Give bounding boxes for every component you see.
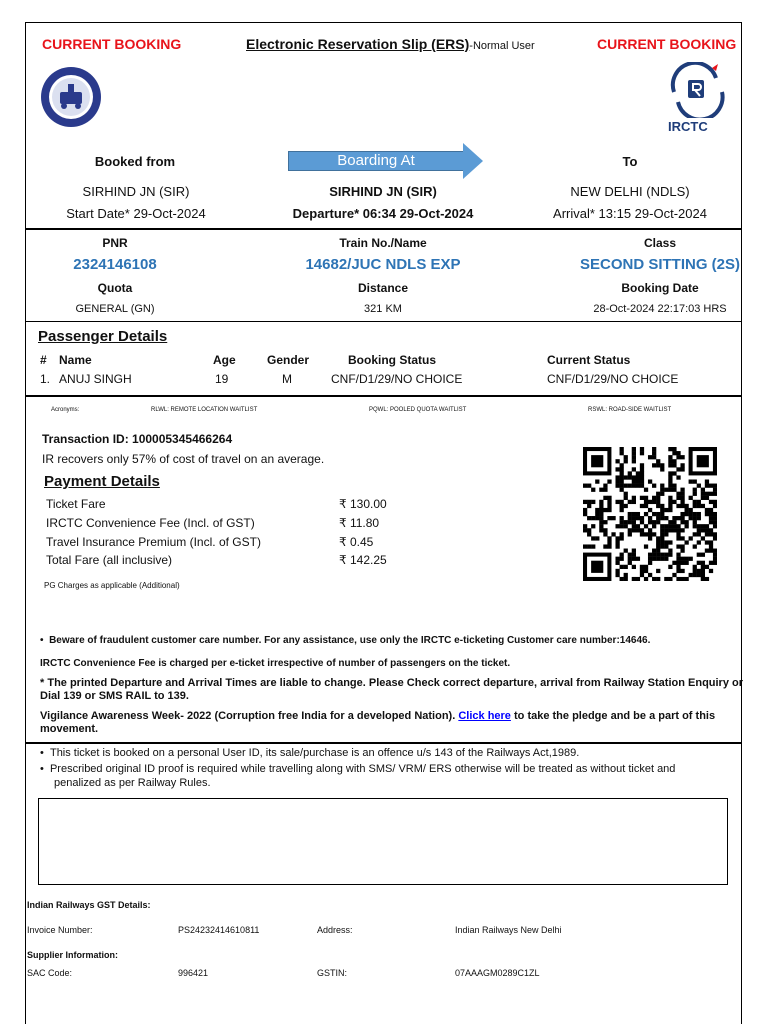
times-notice-line2: Dial 139 or SMS RAIL to 139.: [40, 690, 189, 702]
ers-title: Electronic Reservation Slip (ERS): [246, 36, 470, 52]
transaction-id: Transaction ID: 100005345466264: [42, 432, 233, 446]
booking-date-value: 28-Oct-2024 22:17:03 HRS: [593, 303, 727, 315]
passenger-name: ANUJ SINGH: [59, 372, 132, 386]
divider-notices: [25, 742, 742, 744]
passenger-header-booking-status: Booking Status: [348, 353, 437, 367]
divider-passengers: [25, 395, 742, 397]
boarding-station: SIRHIND JN (SIR): [329, 184, 437, 199]
train-value: 14682/JUC NDLS EXP: [305, 256, 461, 273]
bullet-personal-id: • This ticket is booked on a personal User ID, its sale/purchase is an offence u/s 143 of the Railways Act,1989.: [40, 747, 580, 759]
bullet-id-proof-line2: penalized as per Railway Rules.: [54, 777, 211, 789]
to-station: NEW DELHI (NDLS): [570, 184, 690, 199]
empty-box: [38, 798, 728, 885]
to-label: To: [622, 154, 638, 169]
gstin-label: GSTIN:: [317, 968, 348, 978]
boarding-at-label: Boarding At: [337, 152, 415, 169]
passenger-age: 19: [215, 372, 229, 386]
irctc-logo-text: IRCTC: [668, 119, 708, 134]
sac-value: 996421: [178, 968, 209, 978]
passenger-num: 1.: [40, 372, 51, 386]
passenger-details-title: Passenger Details: [38, 328, 168, 345]
sac-label: SAC Code:: [27, 968, 73, 978]
invoice-value: PS24232414610811: [178, 925, 260, 935]
fare-value-insurance: ₹ 0.45: [339, 535, 374, 549]
divider-journey: [25, 228, 742, 230]
acronym-rswl: RSWL: ROAD-SIDE WAITLIST: [588, 407, 672, 413]
bullet-personal-id-text: This ticket is booked on a personal User ID, its sale/purchase is an offence u/s 143 of the Railways Act,1989.: [49, 747, 580, 759]
fare-label-convenience: IRCTC Convenience Fee (Incl. of GST): [46, 516, 255, 530]
pledge-link[interactable]: Click here: [458, 710, 511, 722]
quota-value: GENERAL (GN): [75, 303, 155, 315]
recovery-note: IR recovers only 57% of cost of travel on an average.: [42, 452, 325, 466]
vigilance-text: Vigilance Awareness Week- 2022 (Corruption free India for a developed Nation).: [40, 710, 456, 722]
pnr-value: 2324146108: [73, 256, 157, 273]
train-label: Train No./Name: [339, 236, 427, 250]
passenger-header-num: #: [40, 353, 47, 367]
passenger-header-name: Name: [59, 353, 92, 367]
current-booking-tag-right: CURRENT BOOKING: [597, 36, 737, 52]
bullet-id-proof-text: Prescribed original ID proof is required while travelling along with SMS/ VRM/ ERS otherwise will be treated as without ticket and: [49, 763, 676, 775]
fare-value-total: ₹ 142.25: [339, 553, 387, 567]
passenger-header-age: Age: [213, 353, 236, 367]
convenience-notice: IRCTC Convenience Fee is charged per e-ticket irrespective of number of passengers on the ticket.: [40, 658, 511, 669]
ers-title-suffix: -Normal User: [469, 40, 535, 52]
address-label: Address:: [317, 925, 353, 935]
current-booking-tag-left: CURRENT BOOKING: [42, 36, 182, 52]
passenger-current-status: CNF/D1/29/NO CHOICE: [547, 372, 679, 386]
fare-label-total: Total Fare (all inclusive): [46, 553, 173, 567]
departure-time: Departure* 06:34 29-Oct-2024: [292, 206, 474, 221]
supplier-title: Supplier Information:: [27, 950, 118, 960]
fare-value-ticket: ₹ 130.00: [339, 497, 387, 511]
address-value: Indian Railways New Delhi: [455, 925, 562, 935]
class-value: SECOND SITTING (2S): [579, 256, 740, 273]
from-station: SIRHIND JN (SIR): [82, 184, 190, 199]
pg-charges-note: PG Charges as applicable (Additional): [44, 581, 180, 590]
gst-title: Indian Railways GST Details:: [27, 900, 151, 910]
quota-label: Quota: [97, 281, 133, 295]
irctc-logo-icon: [664, 62, 728, 118]
fare-label-ticket: Ticket Fare: [46, 497, 106, 511]
boarding-arrow-head: [463, 143, 483, 179]
passenger-header-gender: Gender: [267, 353, 310, 367]
vigilance-notice-line2: movement.: [40, 723, 99, 735]
vigilance-text-post: to take the pledge and be a part of this: [514, 710, 716, 722]
distance-label: Distance: [357, 281, 409, 295]
passenger-booking-status: CNF/D1/29/NO CHOICE: [331, 372, 463, 386]
start-date: Start Date* 29-Oct-2024: [66, 206, 206, 221]
divider-ticket: [25, 321, 742, 322]
passenger-gender: M: [282, 372, 292, 386]
arrival-time: Arrival* 13:15 29-Oct-2024: [553, 206, 707, 221]
payment-details-title: Payment Details: [44, 473, 160, 490]
pnr-label: PNR: [102, 236, 128, 250]
invoice-label: Invoice Number:: [27, 925, 93, 935]
booking-date-label: Booking Date: [621, 281, 699, 295]
acronyms-label: Acronyms:: [51, 407, 80, 413]
class-label: Class: [643, 236, 677, 250]
bullet-id-proof: • Prescribed original ID proof is required while travelling along with SMS/ VRM/ ERS otherwise will be treated as without ticket and: [40, 763, 676, 775]
acronym-pqwl: PQWL: POOLED QUOTA WAITLIST: [369, 407, 467, 413]
passenger-header-current-status: Current Status: [547, 353, 631, 367]
acronym-rlwl: RLWL: REMOTE LOCATION WAITLIST: [151, 407, 258, 413]
gstin-value: 07AAAGM0289C1ZL: [455, 968, 540, 978]
booked-from-label: Booked from: [94, 154, 176, 169]
fare-value-convenience: ₹ 11.80: [339, 516, 380, 530]
fraud-notice-text: Beware of fraudulent customer care number. For any assistance, use only the IRCTC e-ticketing Customer care number:14646.: [49, 635, 651, 646]
times-notice-line1: * The printed Departure and Arrival Times are liable to change. Please Check correct departure, arrival from Railway Station Enquiry or: [40, 677, 744, 689]
vigilance-notice: [40, 710, 715, 722]
qr-code-icon: [583, 447, 717, 581]
times-notice-text: The printed Departure and Arrival Times are liable to change. Please Check correct departure, arrival from Railway Station Enquiry or: [47, 677, 744, 689]
fare-label-insurance: Travel Insurance Premium (Incl. of GST): [46, 535, 261, 549]
indian-railways-logo-icon: [40, 66, 102, 128]
ers-title-wrap: [246, 36, 535, 54]
distance-value: 321 KM: [364, 303, 402, 315]
fraud-notice: • Beware of fraudulent customer care number. For any assistance, use only the IRCTC e-ticketing Customer care number:14646.: [40, 635, 651, 646]
